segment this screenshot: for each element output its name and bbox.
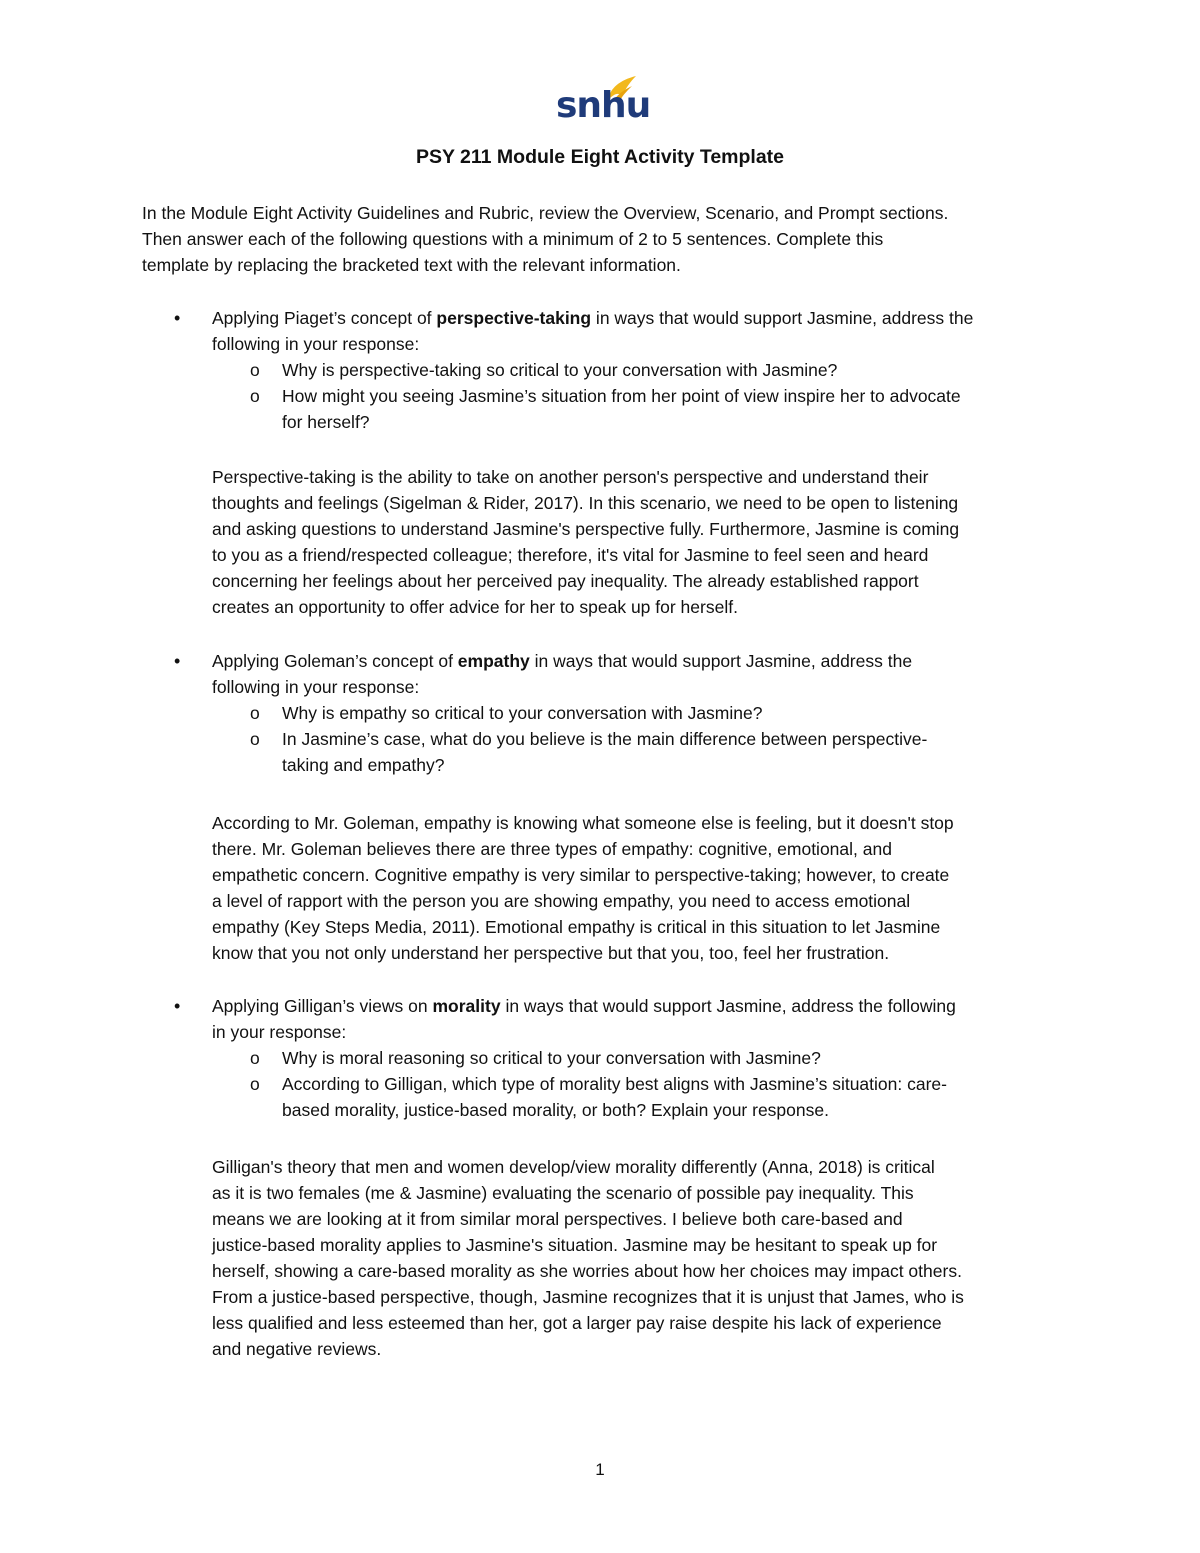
answer-paragraph [212, 1154, 1072, 1362]
sub-question-text: Why is moral reasoning so critical to your conversation with Jasmine? [282, 1048, 821, 1068]
sub-question-text: based morality, justice-based morality, or both? Explain your response. [282, 1100, 829, 1120]
prompt-text: in ways that would support Jasmine, address the [591, 308, 974, 328]
intro-paragraph [142, 200, 1062, 278]
prompt-text: in ways that would support Jasmine, address the following [500, 996, 956, 1016]
answer-paragraph [212, 464, 1072, 620]
answer-line: as it is two females (me & Jasmine) evaluating the scenario of possible pay inequality. This [212, 1183, 914, 1203]
prompt-text: following in your response: [212, 334, 420, 354]
prompt-text: in your response: [212, 1022, 347, 1042]
bullet-icon: • [174, 996, 181, 1016]
answer-line: concerning her feelings about her perceived pay inequality. The already established rapport [212, 571, 919, 591]
answer-line: less qualified and less esteemed than her, got a larger pay raise despite his lack of experience [212, 1313, 942, 1333]
snhu-logo [556, 74, 651, 134]
answer-line: and asking questions to understand Jasmine's perspective fully. Furthermore, Jasmine is coming [212, 519, 960, 539]
sub-bullet-icon: o [250, 360, 260, 380]
prompt-keyword: morality [432, 996, 501, 1016]
sub-question-text: taking and empathy? [282, 755, 445, 775]
sub-question-text: According to Gilligan, which type of morality best aligns with Jasmine’s situation: care- [282, 1074, 947, 1094]
sub-question [142, 1045, 1082, 1071]
intro-line: template by replacing the bracketed text with the relevant information. [142, 255, 681, 275]
page-number: 1 [595, 1460, 605, 1479]
bullet-icon: • [174, 651, 181, 671]
answer-line: From a justice-based perspective, though, Jasmine recognizes that it is unjust that James, who is [212, 1287, 964, 1307]
sub-question-text: Why is perspective-taking so critical to your conversation with Jasmine? [282, 360, 838, 380]
intro-line: Then answer each of the following questions with a minimum of 2 to 5 sentences. Complete this [142, 229, 884, 249]
answer-line: According to Mr. Goleman, empathy is knowing what someone else is feeling, but it doesn't stop [212, 813, 954, 833]
answer-line: and negative reviews. [212, 1339, 382, 1359]
answer-line: creates an opportunity to offer advice for her to speak up for herself. [212, 597, 738, 617]
answer-line: means we are looking at it from similar moral perspectives. I believe both care-based and [212, 1209, 903, 1229]
prompt-text: following in your response: [212, 677, 420, 697]
sub-question-text: Why is empathy so critical to your conversation with Jasmine? [282, 703, 763, 723]
logo-wordmark: snhu [556, 85, 651, 126]
prompt-section-perspective-taking [142, 305, 1082, 435]
sub-bullet-icon: o [250, 729, 260, 749]
prompt-text: in ways that would support Jasmine, address the [529, 651, 913, 671]
answer-line: herself, showing a care-based morality as she worries about how her choices may impact others. [212, 1261, 962, 1281]
sub-bullet-icon: o [250, 386, 260, 406]
answer-line: thoughts and feelings (Sigelman & Rider, 2017). In this scenario, we need to be open to listening [212, 493, 959, 513]
prompt-section-empathy [142, 648, 1082, 778]
answer-line: empathetic concern. Cognitive empathy is very similar to perspective-taking; however, to create [212, 865, 950, 885]
answer-line: to you as a friend/respected colleague; therefore, it's vital for Jasmine to feel seen and heard [212, 545, 929, 565]
answer-line: Gilligan's theory that men and women develop/view morality differently (Anna, 2018) is critical [212, 1157, 935, 1177]
intro-line: In the Module Eight Activity Guidelines and Rubric, review the Overview, Scenario, and Prompt sections. [142, 203, 949, 223]
prompt-bullet [142, 305, 1082, 357]
sub-bullet-icon: o [250, 1048, 260, 1068]
prompt-bullet [142, 648, 1082, 700]
sub-question [142, 726, 1082, 778]
answer-line: justice-based morality applies to Jasmine's situation. Jasmine may be hesitant to speak up for [212, 1235, 938, 1255]
answer-line: know that you not only understand her perspective but that you, too, feel her frustration. [212, 943, 890, 963]
prompt-keyword: perspective-taking [436, 308, 592, 328]
answer-line: a level of rapport with the person you are showing empathy, you need to access emotional [212, 891, 911, 911]
bullet-icon: • [174, 308, 181, 328]
prompt-text: Applying Piaget’s concept of [212, 308, 437, 328]
prompt-text: Applying Gilligan’s views on [212, 996, 433, 1016]
page-title: PSY 211 Module Eight Activity Template [415, 146, 785, 168]
sub-question [142, 357, 1082, 383]
answer-line: there. Mr. Goleman believes there are three types of empathy: cognitive, emotional, and [212, 839, 892, 859]
prompt-keyword: empathy [457, 651, 530, 671]
sub-question-text: How might you seeing Jasmine’s situation from her point of view inspire her to advocate [282, 386, 961, 406]
sub-question-text: for herself? [282, 412, 370, 432]
sub-question-text: In Jasmine’s case, what do you believe is the main difference between perspective- [282, 729, 928, 749]
sub-question [142, 383, 1082, 435]
answer-paragraph [212, 810, 1072, 966]
sub-question [142, 700, 1082, 726]
prompt-text: Applying Goleman’s concept of [212, 651, 458, 671]
answer-line: empathy (Key Steps Media, 2011). Emotional empathy is critical in this situation to let Jasmine [212, 917, 941, 937]
answer-line: Perspective-taking is the ability to take on another person's perspective and understand their [212, 467, 929, 487]
sub-question [142, 1071, 1082, 1123]
sub-bullet-icon: o [250, 1074, 260, 1094]
prompt-bullet [142, 993, 1082, 1045]
sub-bullet-icon: o [250, 703, 260, 723]
prompt-section-morality [142, 993, 1082, 1123]
